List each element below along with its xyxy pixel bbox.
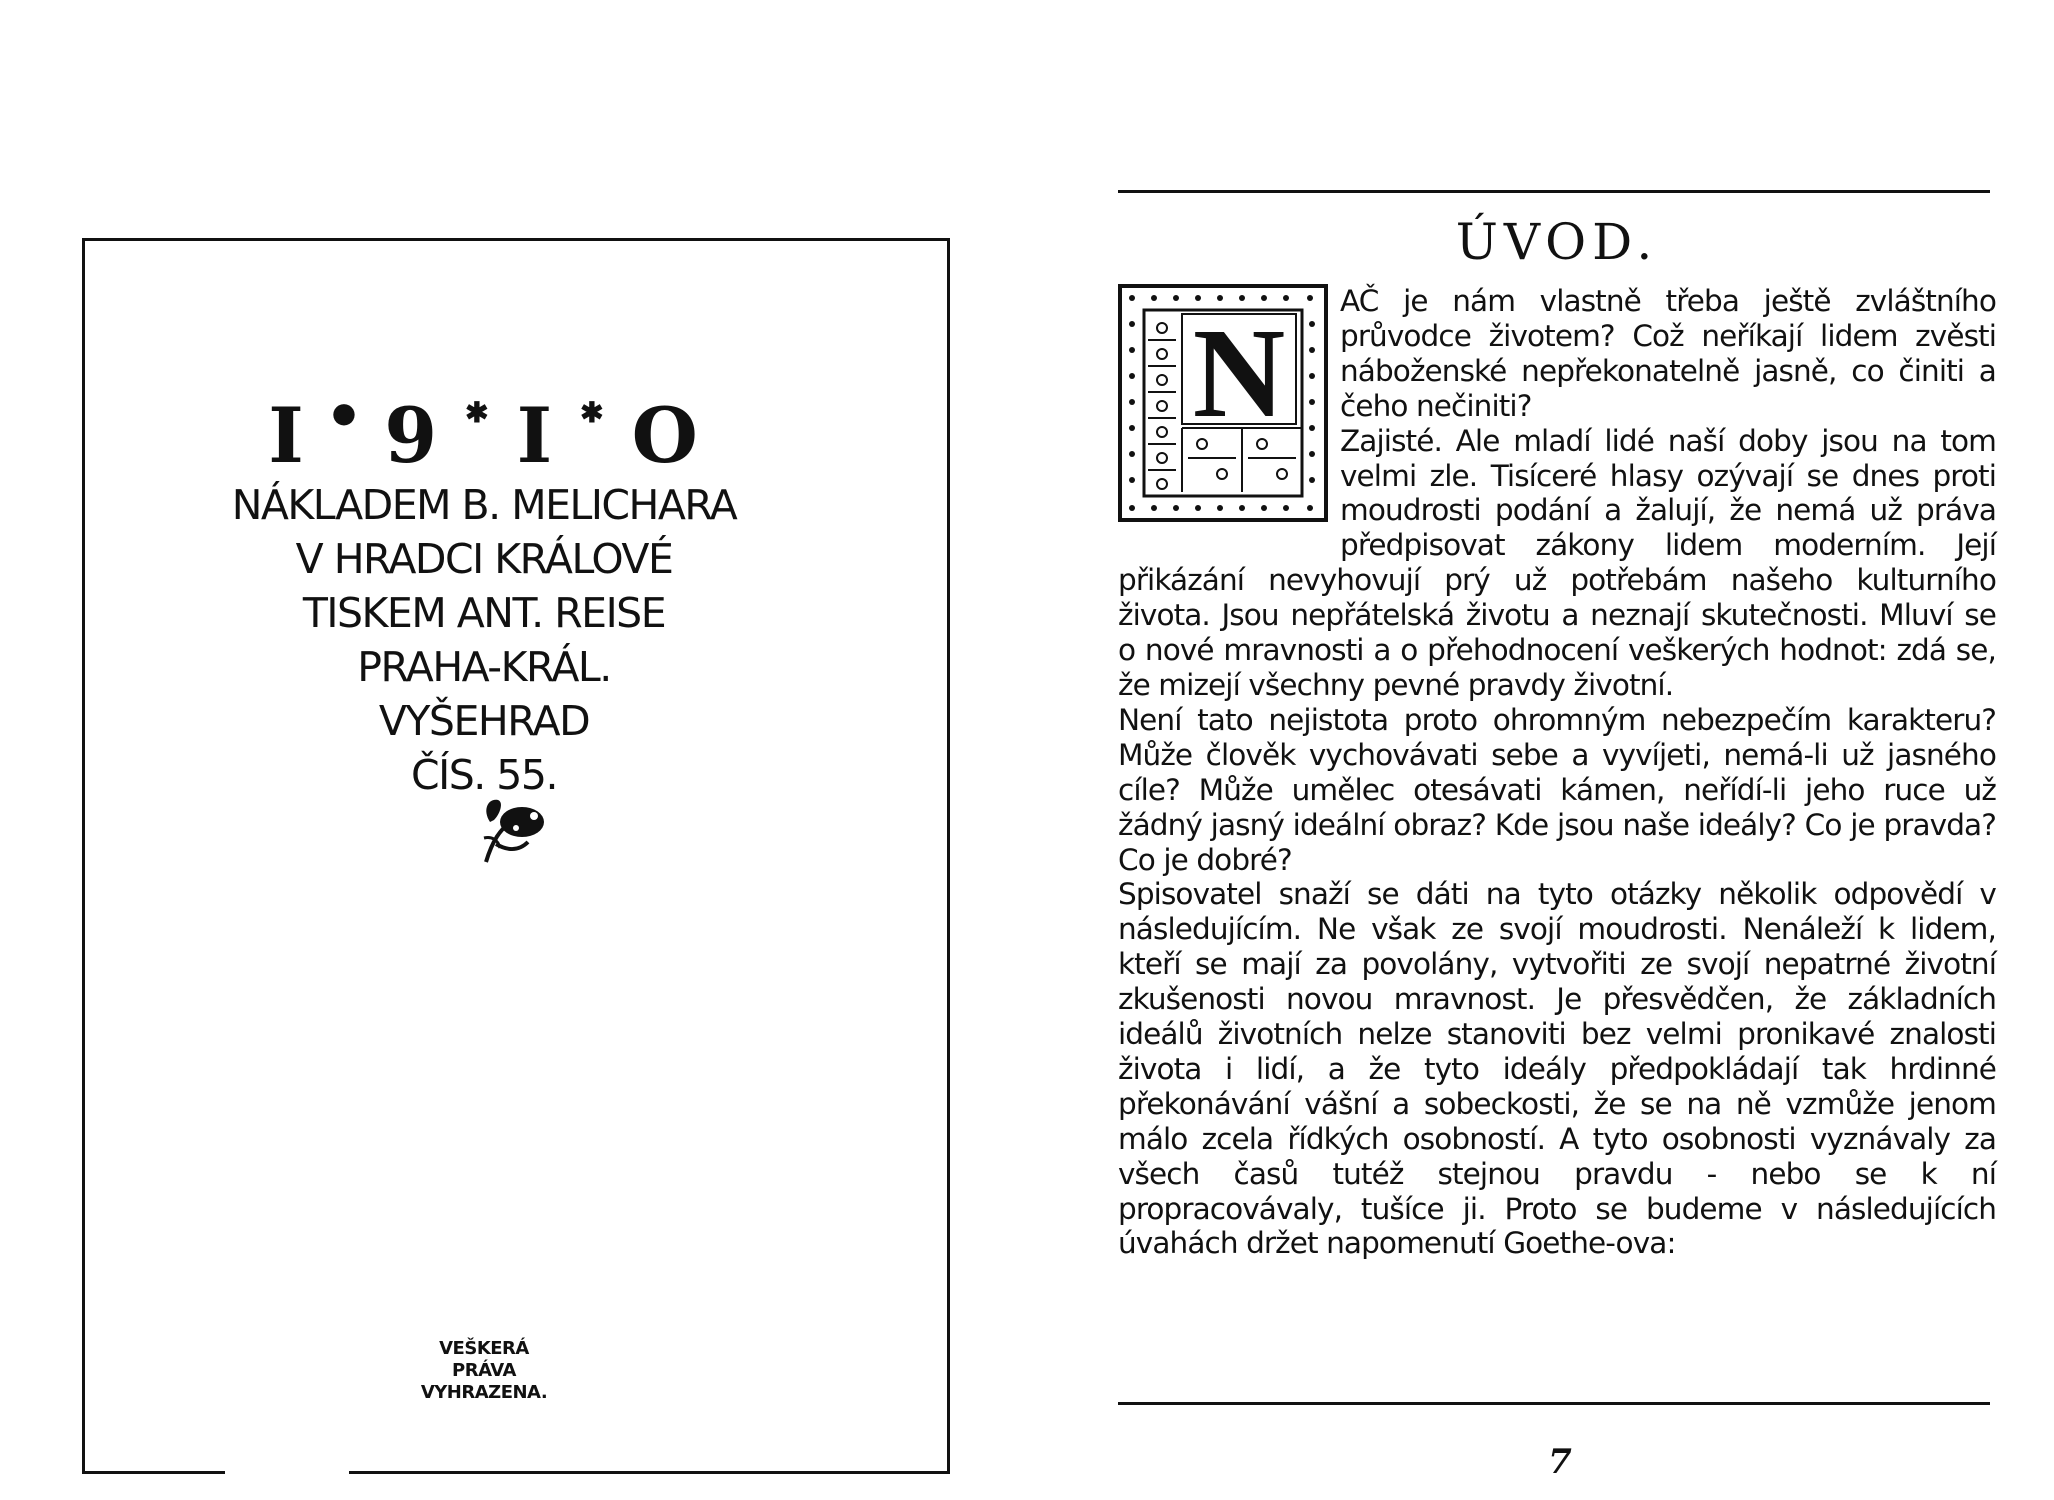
- bottom-rule: [1118, 1402, 1990, 1405]
- imprint-line: VYŠEHRAD: [378, 697, 590, 745]
- imprint-line: V HRADCI KRÁLOVÉ: [295, 535, 673, 583]
- imprint-line: TISKEM ANT. REISE: [302, 589, 666, 637]
- drop-cap-letter: N: [1192, 302, 1286, 444]
- page-number: 7: [1548, 1442, 1572, 1482]
- year-digit: I: [268, 391, 306, 480]
- rights-notice: [0, 1338, 968, 1404]
- drop-cap-spacer: [1118, 284, 1340, 532]
- body-text: [1118, 284, 1996, 1261]
- rights-line: VEŠKERÁ: [439, 1338, 529, 1359]
- chapter-heading: ÚVOD.: [1455, 213, 1659, 271]
- rights-line: PRÁVA: [452, 1360, 516, 1381]
- year-digit: O: [631, 391, 700, 480]
- bullet-icon: ●: [331, 396, 359, 429]
- paragraph: Spisovatel snaží se dáti na tyto otázky několik odpovědí v následujícím. Ne však ze svojí moudrosti. Nenáleží k lidem, kteří se mají za povolány, vytvořiti ze svojí nepatrné životní zkušenosti novou mravnost. Je přesvědčen, že základních ideálů životních nelze stanoviti bez velmi pronikavé znalosti života i lidí, a že tyto ideály předpokládají tak hrdinné překonávání vášní a sobeckosti, že se na ně vzmůže jenom málo zcela řídkých osobností. A tyto osobnosti vyznávaly za všech časů tutéž stejnou pravdu - nebo se k ní propracovávaly, tušíce ji. Proto se budeme v následujících úvahách držet napomenutí Goethe-ova:: [1118, 877, 1996, 1261]
- top-rule: [1118, 190, 1990, 193]
- frame-gap: [225, 1471, 349, 1474]
- year-digit: I: [516, 391, 555, 480]
- flower-ornament-icon: [478, 792, 548, 864]
- star-icon: ✱: [465, 396, 491, 429]
- rights-line: VYHRAZENA.: [420, 1382, 548, 1403]
- imprint-line: NÁKLADEM B. MELICHARA: [231, 481, 737, 529]
- year-line: [0, 391, 968, 480]
- year-digit: 9: [384, 391, 440, 480]
- paragraph: AČ je nám vlastně třeba ještě zvláštního průvodce životem? Což neříkají lidem zvěsti náboženské nepřekonatelně jasně, co činiti a čeho nečiniti?: [1340, 284, 1996, 423]
- paragraph: Zajisté. Ale mladí lidé naší doby jsou na tom velmi zle. Tisíceré hlasy ozývají se dnes proti moudrosti podání a žalují, že nemá už práva předpisovat zákony lidem moderním. Její přikázání nevyhovují prý už potřebám našeho kulturního života. Jsou nepřátelská životu a neznají skutečnosti. Mluví se o nové mravnosti a o přehodnocení veškerých hodnot: zdá se, že mizejí všechny pevné pravdy životní.: [1118, 423, 1996, 702]
- paragraph: Není tato nejistota proto ohromným nebezpečím karakteru? Může člověk vychovávati sebe a vyvíjeti, nemá-li už jasného cíle? Může umělec otesávati kámen, neřídí-li jeho ruce už žádný jasný ideální obraz? Kde jsou naše ideály? Co je pravda? Co je dobré?: [1118, 702, 1996, 877]
- imprint-block: [0, 478, 968, 802]
- star-icon: ✱: [580, 396, 606, 429]
- imprint-line: ČÍS. 55.: [410, 751, 557, 799]
- imprint-line: PRAHA-KRÁL.: [357, 643, 611, 691]
